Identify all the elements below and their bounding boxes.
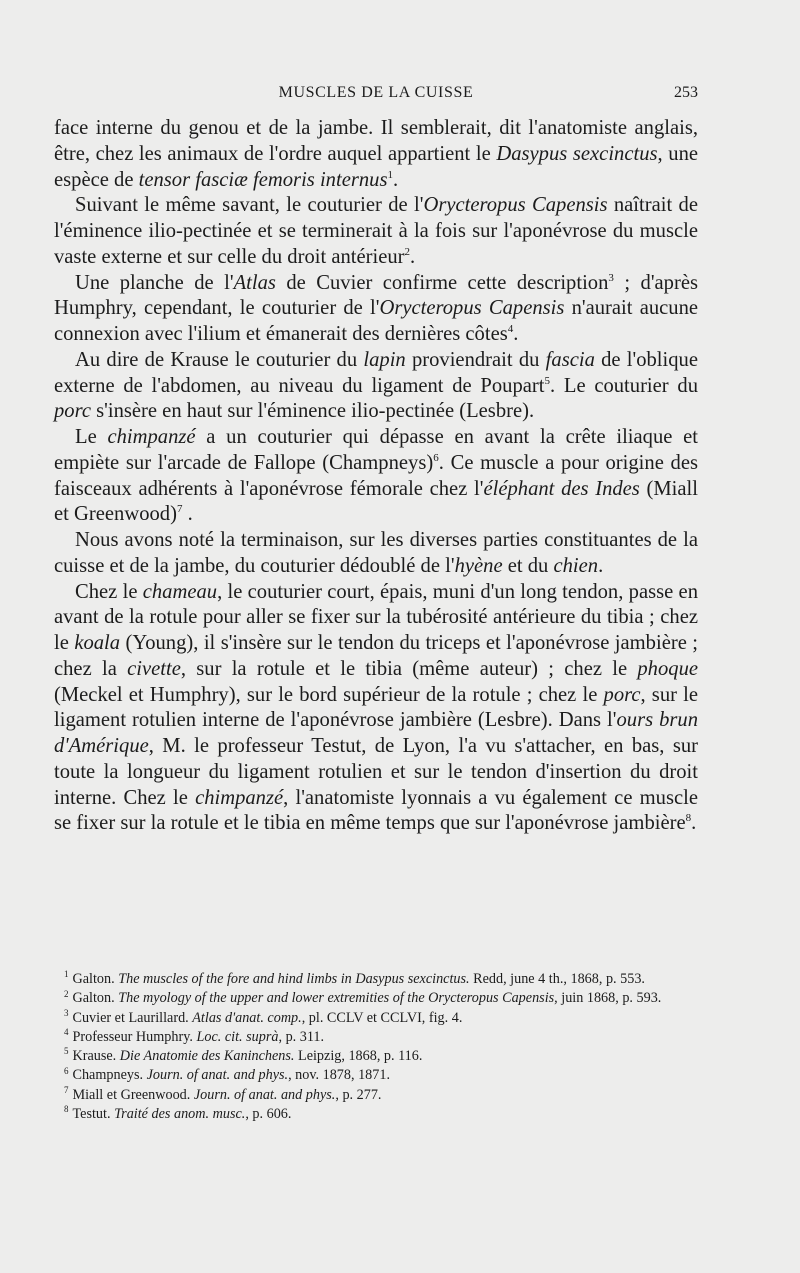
italic-text: chameau <box>142 580 218 603</box>
text-run: a un couturier qui dépasse en avant la crête iliaque et empiète sur l'arcade de Fallope (Champneys) <box>54 426 698 474</box>
footnote <box>54 989 698 1008</box>
italic-text: ours brun d'Amérique <box>54 709 698 757</box>
footnote-ref: 7 <box>176 503 183 516</box>
text-run: . Ce muscle a pour origine des faisceaux adhérents à l'aponévrose fémorale chez l' <box>54 451 699 500</box>
text-run: , p. 277. <box>335 1086 382 1103</box>
footnote-mark: 3 <box>64 1007 69 1018</box>
text-run: , M. le professeur Testut, de Lyon, l'a vu s'attacher, en bas, sur toute la longueur du ligament rotulien et sur le tendon d'insertion du droit interne. Chez le <box>54 735 698 809</box>
text-run: . <box>598 554 604 577</box>
footnote-ref: 6 <box>433 451 439 464</box>
italic-text: The muscles of the fore and hind limbs in Dasypus sexcinctus. <box>118 971 470 987</box>
italic-text: Journ. of anat. and phys. <box>193 1086 336 1103</box>
footnote-ref: 3 <box>608 271 614 284</box>
footnote <box>54 1047 698 1066</box>
footnote-mark: 4 <box>64 1027 69 1038</box>
italic-text: Loc. cit. suprà <box>196 1028 279 1045</box>
text-run: Le <box>75 426 108 448</box>
paragraph <box>54 271 698 348</box>
text-run: Leipzig, 1868, p. 116. <box>294 1048 423 1065</box>
italic-text: Atlas d'anat. comp. <box>192 1009 302 1026</box>
text-run: , sur la rotule et le tibia (même auteur) ; chez le <box>180 657 638 680</box>
paragraph <box>54 580 698 838</box>
text-run: , une espèce de <box>54 142 698 191</box>
text-run: , le couturier court, épais, muni d'un long tendon, passe en avant de la rotule pour aller se fixer sur la tubérosité antérieure du tibia ; chez le <box>54 580 698 654</box>
footnote <box>54 1009 698 1028</box>
text-run: . <box>513 323 519 345</box>
text-run: n'aurait aucune connexion avec l'ilium et émanerait des dernières côtes <box>54 297 699 345</box>
italic-text: Orycteropus Capensis <box>423 194 608 217</box>
text-run: et du <box>502 554 554 577</box>
text-run: . <box>691 812 697 835</box>
italic-text: Atlas <box>233 271 276 294</box>
text-run: , l'anatomiste lyonnais a vu également ce muscle se fixer sur la rotule et le tibia en même temps que sur l'aponévrose jambière <box>54 786 698 835</box>
text-run: . <box>392 168 399 191</box>
text-run: de l'oblique externe de l'abdomen, au niveau du ligament de Poupart <box>54 348 698 397</box>
footnote-ref: 8 <box>685 812 692 825</box>
text-run: . <box>410 245 416 268</box>
text-run: . <box>182 503 193 526</box>
text-run: , sur le ligament rotulien interne de l'aponévrose jambière (Lesbre). Dans l' <box>54 683 698 732</box>
text-run: Professeur Humphry. <box>72 1028 197 1045</box>
text-run: Chez le <box>75 580 143 603</box>
paragraph <box>54 425 698 528</box>
text-run: Suivant le même savant, le couturier de l' <box>75 194 424 217</box>
body-text <box>54 116 698 837</box>
footnote-ref: 4 <box>507 323 514 336</box>
text-run: , p. 311. <box>278 1028 325 1045</box>
paragraph <box>54 116 698 193</box>
paragraph <box>54 528 698 580</box>
text-run: , juin 1868, p. 593. <box>554 990 662 1007</box>
text-run: (Young), il s'insère sur le tendon du triceps et l'aponévrose jambière ; chez la <box>54 632 698 680</box>
italic-text: chimpanzé <box>195 786 284 809</box>
text-run: Testut. <box>72 1106 115 1123</box>
italic-text: phoque <box>637 657 698 680</box>
footnote <box>54 1066 698 1085</box>
footnote-mark: 1 <box>64 969 69 980</box>
italic-text: Traité des anom. musc. <box>114 1106 246 1123</box>
text-run: . Le couturier du <box>549 374 698 397</box>
text-run: Une planche de l' <box>75 271 234 294</box>
text-run: s'insère en haut sur l'éminence ilio-pectinée (Lesbre). <box>90 400 535 423</box>
text-run: Champneys. <box>72 1067 147 1084</box>
text-run: Au dire de Krause le couturier du <box>75 348 364 371</box>
italic-text: Dasypus sexcinctus <box>496 142 658 165</box>
footnote-ref: 5 <box>544 374 550 387</box>
italic-text: fascia <box>545 348 595 371</box>
page-header <box>54 84 698 108</box>
footnote-mark: 6 <box>64 1065 69 1076</box>
text-run: naîtrait de l'éminence ilio-pectinée et se terminerait à la fois sur l'aponévrose du muscle vaste externe et sur celle du droit antérieur <box>54 194 698 268</box>
text-run: Cuvier et Laurillard. <box>72 1009 193 1026</box>
text-run: , p. 606. <box>245 1106 292 1123</box>
text-run: , pl. CCLV et CCLVI, fig. 4. <box>301 1009 463 1026</box>
footnote <box>54 970 698 989</box>
paragraph <box>54 193 698 270</box>
italic-text: The myology of the upper and lower extremities of the Orycteropus Capensis <box>118 990 555 1007</box>
text-run: Galton. <box>72 971 119 987</box>
footnote-ref: 1 <box>387 168 393 181</box>
italic-text: civette <box>127 657 181 680</box>
footnotes <box>54 970 698 1124</box>
italic-text: porc <box>54 400 91 423</box>
text-run: de Cuvier confirme cette description <box>275 271 609 294</box>
italic-text: koala <box>74 632 121 654</box>
footnote-mark: 2 <box>64 988 69 999</box>
text-run: (Meckel et Humphry), sur le bord supérieur de la rotule ; chez le <box>54 683 604 706</box>
italic-text: tensor fasciæ femoris internus <box>138 168 388 191</box>
footnote <box>54 1086 698 1105</box>
italic-text: éléphant des Indes <box>483 477 640 500</box>
italic-text: chimpanzé <box>107 426 196 448</box>
italic-text: Journ. of anat. and phys. <box>146 1067 289 1084</box>
text-run: Miall et Greenwood. <box>72 1086 194 1103</box>
text-run: Galton. <box>72 990 119 1007</box>
italic-text: porc <box>603 683 641 706</box>
text-run: Redd, june 4 th., 1868, p. 553. <box>469 971 645 987</box>
footnote-ref: 2 <box>404 245 411 258</box>
italic-text: Orycteropus Capensis <box>379 297 565 320</box>
text-run: proviendrait du <box>405 348 546 371</box>
running-title: MUSCLES DE LA CUISSE <box>278 84 474 101</box>
text-run: Krause. <box>72 1048 120 1065</box>
italic-text: hyène <box>454 554 503 577</box>
paragraph <box>54 348 698 425</box>
italic-text: lapin <box>363 348 406 371</box>
italic-text: chien <box>553 554 599 577</box>
text-run: ; d'après Humphry, cependant, le couturier de l' <box>54 271 698 320</box>
footnote <box>54 1105 698 1124</box>
footnote-mark: 5 <box>64 1046 69 1057</box>
italic-text: Die Anatomie des Kaninchens. <box>119 1048 295 1065</box>
text-run: Nous avons noté la terminaison, sur les diverses parties constituantes de la cuisse et de la jambe, du couturier dédoublé de l' <box>54 529 698 577</box>
footnote-mark: 8 <box>64 1104 69 1115</box>
text-run: (Miall et Greenwood) <box>54 477 698 526</box>
footnote-mark: 7 <box>64 1085 69 1096</box>
text-run: face interne du genou et de la jambe. Il semblerait, dit l'anatomiste anglais, être, chez les animaux de l'ordre auquel appartient le <box>54 117 698 165</box>
text-run: , nov. 1878, 1871. <box>288 1067 391 1084</box>
footnote <box>54 1028 698 1047</box>
page-number: 253 <box>674 84 698 101</box>
